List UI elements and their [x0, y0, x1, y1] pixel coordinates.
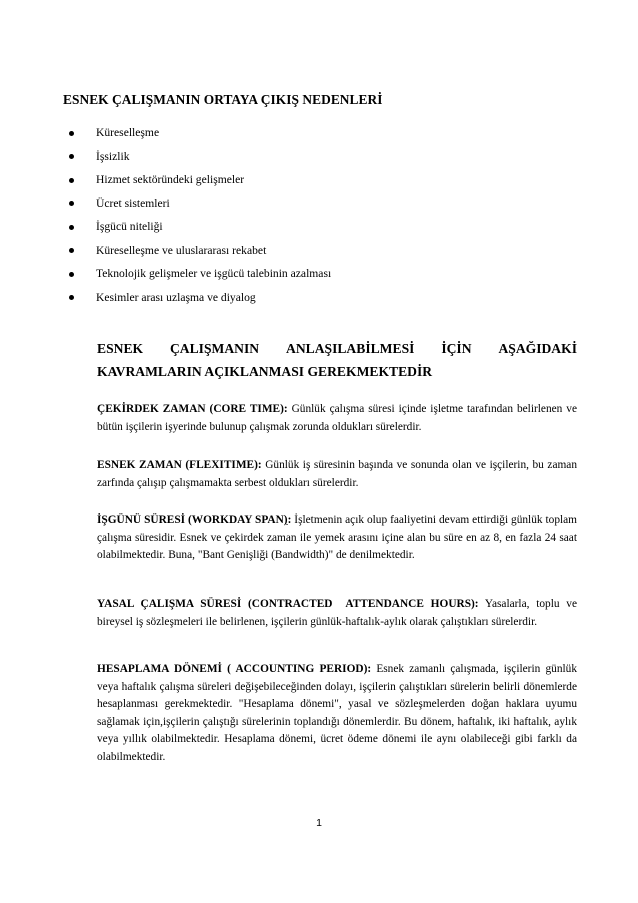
- definition-text: Günlük çalışma süresi içinde işletme tarafından belirlenen ve bütün işçilerin işyerinde bulunup çalışmak zorunda oldukları sürelerdir.: [97, 403, 577, 433]
- list-item-label: Kesimler arası uzlaşma ve diyalog: [96, 290, 256, 304]
- reasons-list: [63, 125, 331, 313]
- bullet-icon: [69, 225, 74, 230]
- bullet-icon: [69, 272, 74, 277]
- definition-text: Günlük iş süresinin başında ve sonunda olan ve işçilerin, bu zaman zarfında çalışıp çalışmamakta serbest oldukları sürelerdir.: [97, 459, 578, 489]
- definition-flexitime: [97, 457, 577, 492]
- definition-text: Yasalarla, toplu ve bireysel iş sözleşmeleri ile belirlenen, işçilerin günlük-haftalık-aylık olarak çalıştıkları sürelerdir.: [97, 598, 577, 628]
- page-title: ESNEK ÇALIŞMANIN ORTAYA ÇIKIŞ NEDENLERİ: [63, 92, 383, 107]
- definition-term: HESAPLAMA DÖNEMİ ( ACCOUNTING PERIOD):: [97, 663, 372, 675]
- definition-workday-span: [97, 512, 577, 565]
- page-number: 1: [316, 817, 322, 829]
- list-item: [63, 172, 331, 196]
- definition-term-main: İŞGÜNÜ SÜRESİ (WORKDAY SPAN: [97, 514, 284, 526]
- bullet-icon: [69, 154, 74, 159]
- list-item-label: İşgücü niteliği: [96, 220, 163, 233]
- list-item: [63, 243, 331, 267]
- definition-term: ESNEK ZAMAN (FLEXITIME):: [97, 459, 262, 471]
- definition-term-end: :: [287, 514, 292, 526]
- section-heading: [97, 337, 577, 383]
- heading-word: ESNEK: [97, 341, 144, 356]
- list-item: [63, 149, 331, 173]
- list-item: [63, 219, 331, 243]
- definition-term: YASAL ÇALIŞMA SÜRESİ (CONTRACTED ATTENDANCE HOURS):: [97, 598, 479, 610]
- bullet-icon: [69, 178, 74, 183]
- list-item: [63, 196, 331, 220]
- bullet-icon: [69, 201, 74, 206]
- section-heading-line-2: KAVRAMLARIN AÇIKLANMASI GEREKMEKTEDİR: [97, 364, 433, 379]
- list-item: [63, 290, 331, 314]
- bullet-icon: [69, 131, 74, 136]
- definition-text: Esnek zamanlı çalışmada, işçilerin günlük veya haftalık çalışma süreleri değişebileceğinden dolayı, işçilerin çalıştıkları sürelerin belirli dönemlerde hesaplanması gerekmektedir. "Hesaplama dönemi", yasal ve sözleşmelerden doğan haklara uyumu sağlamak için,işçilerin çalıştığı sürelerinin toplandığı dönemlerdir. Bu dönem, haftalık, iki haftalık, aylık veya yıllık olabilmektedir. Hesaplama dönemi, ücret ödeme dönemi ile aynı olabileceği gibi farklı da olabilmektedir.: [97, 663, 577, 763]
- definition-term: ÇEKİRDEK ZAMAN (CORE TIME):: [97, 403, 288, 415]
- heading-word: ANLAŞILABİLMESİ: [286, 341, 415, 356]
- bullet-icon: [69, 248, 74, 253]
- list-item-label: İşsizlik: [96, 149, 130, 163]
- definition-accounting-period: [97, 661, 577, 767]
- list-item-label: Küreselleşme: [96, 126, 160, 139]
- definition-term-underlined: ): [283, 514, 288, 526]
- list-item: [63, 125, 331, 149]
- heading-word: İÇİN: [441, 341, 472, 356]
- section-heading-line-1: [97, 337, 577, 360]
- list-item-label: Hizmet sektöründeki gelişmeler: [96, 173, 245, 186]
- list-item: [63, 266, 331, 290]
- definition-text: İşletmenin açık olup faaliyetini devam ettirdiği günlük toplam çalışma süresidir. Esnek ve çekirdek zaman ile yemek arasını içine alan bu süre en az 8, en fazla 24 saat olabilmektedir. Buna, "Bant Genişliği (Bandwidth)" de denilmektedir.: [97, 514, 577, 562]
- definition-contracted-hours: [97, 596, 577, 631]
- definition-term: [97, 514, 291, 526]
- heading-word: AŞAĞIDAKİ: [498, 341, 577, 356]
- heading-word: ÇALIŞMANIN: [169, 341, 260, 356]
- definition-core-time: [97, 401, 577, 436]
- list-item-label: Ücret sistemleri: [96, 196, 170, 210]
- list-item-label: Küreselleşme ve uluslararası rekabet: [96, 243, 267, 257]
- bullet-icon: [69, 295, 74, 300]
- list-item-label: Teknolojik gelişmeler ve işgücü talebinin azalması: [96, 267, 332, 280]
